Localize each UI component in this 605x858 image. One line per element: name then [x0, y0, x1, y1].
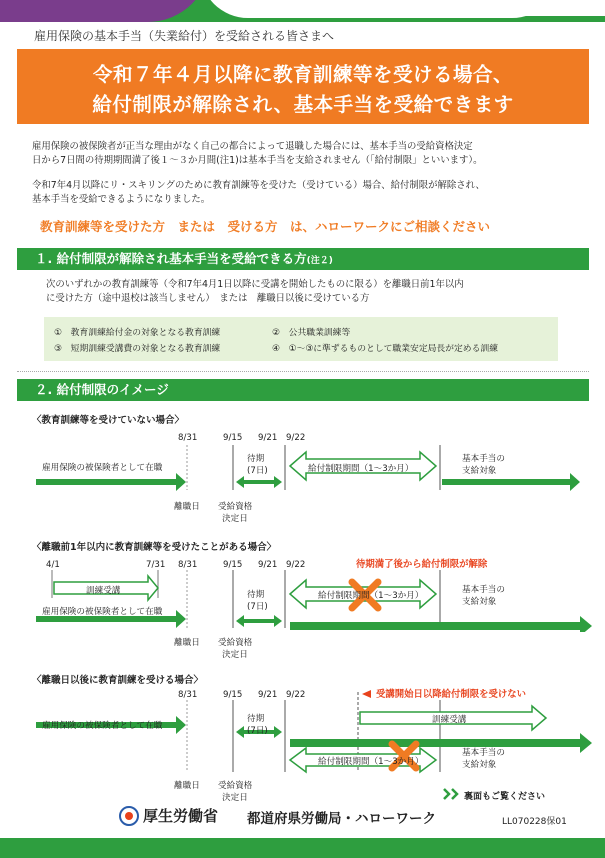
date-label: 9/21: [258, 690, 278, 700]
benefit-label: 支給対象: [462, 597, 497, 607]
training-type-3: ③ 短期訓練受講費の対象となる教育訓練: [54, 344, 221, 354]
top-decoration: [0, 0, 605, 22]
restriction-lifted-label: 待期満了後から給付制限が解除: [356, 559, 488, 570]
benefit-label: 支給対象: [462, 466, 497, 476]
leave-day-label: 離職日: [174, 781, 200, 791]
section-1-header: １. 給付制限が解除され基本手当を受給できる方(注２): [17, 248, 589, 270]
double-chevron-icon: [442, 787, 462, 801]
benefit-label: 支給対象: [462, 760, 497, 770]
leave-day-label: 離職日: [174, 502, 200, 512]
case-3-title: 〈離職日以後に教育訓練を受ける場合〉: [32, 675, 204, 686]
benefit-label: 基本手当の: [462, 748, 505, 758]
date-label: 7/31: [146, 560, 166, 570]
decision-day-label: 決定日: [222, 650, 248, 660]
title-line-2: 給付制限が解除され、基本手当を受給できます: [92, 93, 514, 116]
date-label: 9/21: [258, 560, 278, 570]
waiting-label: 待期: [247, 454, 265, 464]
restriction-label: 給付制限期間（1～3か月）: [308, 464, 414, 474]
title-line-1: 令和７年４月以降に教育訓練等を受ける場合、: [92, 63, 513, 86]
ministry-logo-icon: [118, 805, 140, 827]
case-2-title: 〈離職前1年以内に教育訓練等を受けたことがある場合〉: [32, 542, 277, 553]
date-label: 9/22: [286, 690, 306, 700]
waiting-label: 待期: [247, 714, 265, 724]
decision-day-label: 決定日: [222, 793, 248, 803]
employed-label: 雇用保険の被保険者として在職: [42, 463, 163, 473]
employed-label: 雇用保険の被保険者として在職: [42, 607, 163, 617]
intro-paragraph-2: 令和7年4月以降にリ・スキリングのために教育訓練等を受けた（受けている）場合、給付制限が解除され、 基本手当を受給できるようになりました。: [32, 180, 485, 205]
restriction-label: 給付制限期間（1～3か月）: [318, 757, 424, 767]
training-label: 訓練受講: [432, 715, 467, 725]
decision-day-label: 受給資格: [218, 638, 253, 648]
date-label: 8/31: [178, 690, 198, 700]
benefit-label: 基本手当の: [462, 454, 505, 464]
training-type-1: ① 教育訓練給付金の対象となる教育訓練: [54, 328, 221, 338]
section-1-text: 次のいずれかの教育訓練等（令和7年4月1日以降に受講を開始したものに限る）を離職日前1年以内 に受けた方（途中退校は該当しません） または 離職日以後に受けている方: [46, 279, 464, 304]
waiting-label: 待期: [247, 590, 265, 600]
training-type-2: ② 公共職業訓練等: [272, 328, 351, 338]
consult-notice: 教育訓練等を受けた方 または 受ける方 は、ハローワークにご相談ください: [40, 219, 491, 234]
date-label: 9/15: [223, 433, 243, 443]
training-label: 訓練受講: [86, 586, 121, 596]
divider: [17, 371, 589, 372]
section-2-header: ２. 給付制限のイメージ: [17, 379, 589, 401]
waiting-days: (7日): [247, 602, 268, 612]
decision-day-label: 受給資格: [218, 781, 253, 791]
leave-day-label: 離職日: [174, 638, 200, 648]
training-type-4: ④ ①～③に準ずるものとして職業安定局長が定める訓練: [272, 344, 498, 354]
intro-paragraph-1: 雇用保険の被保険者が正当な理由がなく自己の都合によって退職した場合には、基本手当の受給資格決定 日から7日間の待期期間満了後１～３か月間(注1)は基本手当を支給されません（「給付制限」といいます）。: [32, 141, 483, 166]
title-banner: [17, 49, 589, 124]
date-label: 9/22: [286, 560, 306, 570]
waiting-days: (7日): [247, 466, 268, 476]
training-types-box: [44, 317, 558, 361]
date-label: 9/15: [223, 560, 243, 570]
waiting-days: (7日): [247, 726, 268, 736]
document-code: LL070228保01: [502, 817, 567, 827]
date-label: 8/31: [178, 560, 198, 570]
see-back-note: 裏面もご覧ください: [464, 792, 546, 802]
decision-day-label: 決定日: [222, 514, 248, 524]
benefit-label: 基本手当の: [462, 585, 505, 595]
restriction-label: 給付制限期間（1～3か月）: [318, 591, 424, 601]
ministry-name: 厚生労働省: [143, 807, 219, 825]
case-3-timeline: [0, 690, 605, 780]
employed-label: 雇用保険の被保険者として在職: [42, 721, 163, 731]
subtitle: 雇用保険の基本手当（失業給付）を受給される皆さまへ: [34, 29, 335, 43]
case-2-timeline: [0, 568, 605, 632]
case-1-title: 〈教育訓練等を受けていない場合〉: [32, 415, 185, 426]
decision-day-label: 受給資格: [218, 502, 253, 512]
date-label: 9/21: [258, 433, 278, 443]
date-label: 9/15: [223, 690, 243, 700]
date-label: 8/31: [178, 433, 198, 443]
date-label: 9/22: [286, 433, 306, 443]
bureau-name: 都道府県労働局・ハローワーク: [247, 811, 436, 827]
bottom-decoration: [0, 838, 605, 858]
date-label: 4/1: [46, 560, 60, 570]
no-restriction-label: 受講開始日以降給付制限を受けない: [376, 689, 527, 700]
